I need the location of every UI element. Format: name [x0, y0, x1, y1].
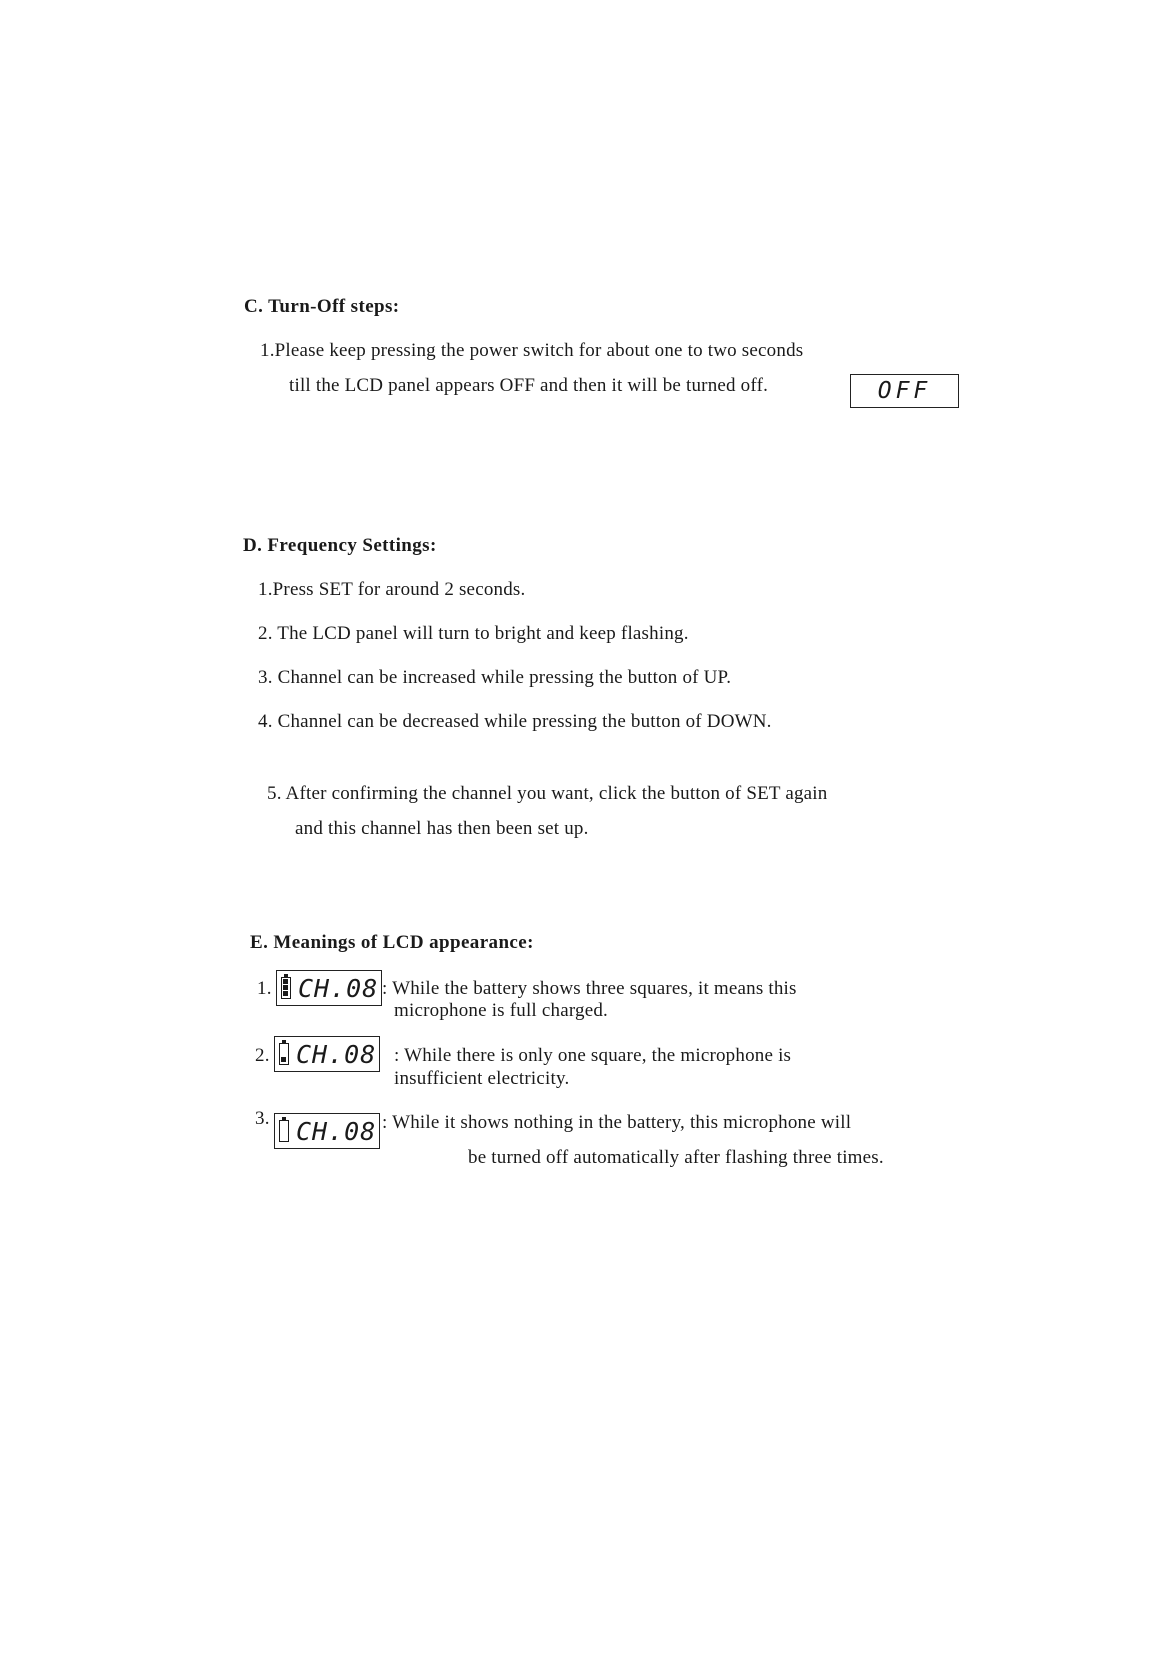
lcd-off-display	[850, 374, 959, 408]
section-d-step-5-line2: and this channel has then been set up.	[295, 818, 589, 839]
lcd-item-2-text: CH.08	[296, 1039, 377, 1069]
lcd-item-3-number: 3.	[255, 1108, 270, 1129]
lcd-item-3-display	[274, 1113, 380, 1149]
lcd-item-1-number: 1.	[257, 978, 272, 999]
section-d-step-3: 3. Channel can be increased while pressing the button of UP.	[258, 667, 732, 688]
section-d-heading: D. Frequency Settings:	[243, 535, 437, 556]
lcd-item-1-desc-line1: : While the battery shows three squares, it means this	[382, 978, 797, 999]
section-c-step1-line1: 1.Please keep pressing the power switch for about one to two seconds	[260, 340, 804, 361]
lcd-off-text: OFF	[877, 378, 932, 404]
lcd-item-1-desc-line2: microphone is full charged.	[394, 1000, 608, 1021]
section-d-step-5-line1: 5. After confirming the channel you want, click the button of SET again	[267, 783, 828, 804]
section-c-heading: C. Turn-Off steps:	[244, 296, 400, 317]
lcd-item-2-desc-line1: : While there is only one square, the microphone is	[394, 1045, 792, 1066]
lcd-item-2-desc-line2: insufficient electricity.	[394, 1068, 570, 1089]
lcd-item-2-number: 2.	[255, 1045, 270, 1066]
lcd-item-1-display	[276, 970, 382, 1006]
lcd-item-3-text: CH.08	[296, 1116, 377, 1146]
section-e-heading: E. Meanings of LCD appearance:	[250, 932, 534, 953]
section-d-step-1: 1.Press SET for around 2 seconds.	[258, 579, 526, 600]
battery-full-icon	[281, 977, 291, 999]
battery-low-icon	[279, 1043, 289, 1065]
lcd-item-2-display	[274, 1036, 380, 1072]
lcd-item-3-desc-line2: be turned off automatically after flashing three times.	[468, 1147, 884, 1168]
section-c-step1-line2: till the LCD panel appears OFF and then it will be turned off.	[289, 375, 769, 396]
battery-empty-icon	[279, 1120, 289, 1142]
lcd-item-3-desc-line1: : While it shows nothing in the battery, this microphone will	[382, 1112, 852, 1133]
section-d-step-2: 2. The LCD panel will turn to bright and keep flashing.	[258, 623, 689, 644]
lcd-item-1-text: CH.08	[298, 973, 379, 1003]
section-d-step-4: 4. Channel can be decreased while pressing the button of DOWN.	[258, 711, 772, 732]
